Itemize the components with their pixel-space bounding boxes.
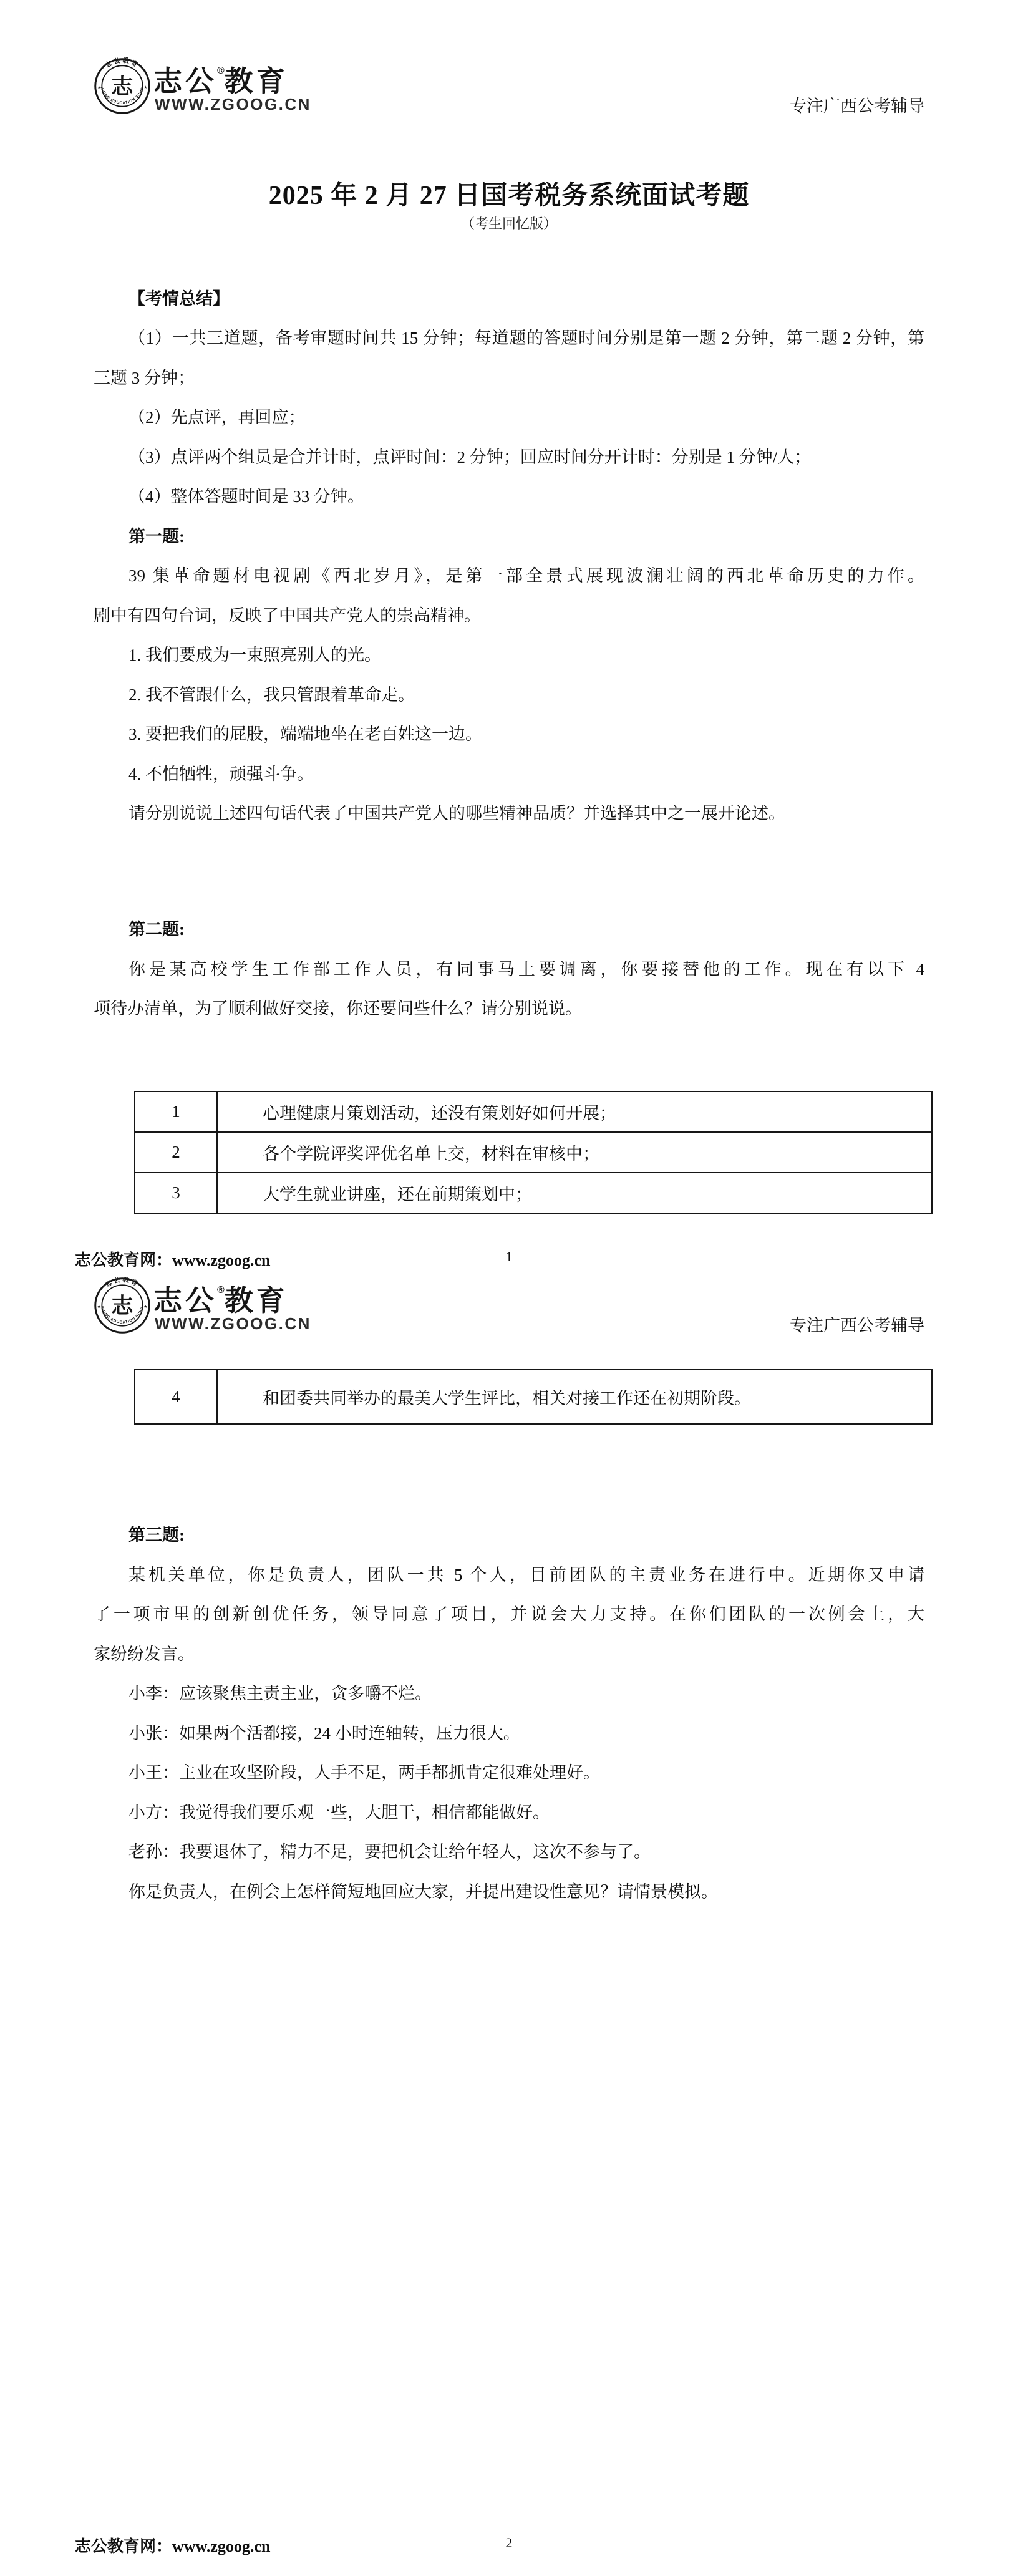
question1-heading: 第一题: — [128, 527, 185, 546]
question2-heading: 第二题: — [128, 920, 185, 939]
footer-site-link: 志公教育网：www.zgoog.cn — [75, 1251, 271, 1269]
brand-name — [153, 59, 288, 100]
page-number: 2 — [505, 2535, 513, 2550]
brand-website: WWW.ZGOOG.CN — [155, 1314, 311, 1333]
todo-table-page1 — [134, 1091, 933, 1214]
summary-line: 三题 3 分钟； — [94, 369, 195, 387]
page-subtitle: （考生回忆版） — [460, 216, 557, 231]
brand-seal-logo-icon — [94, 57, 151, 115]
summary-line: （3）点评两个组员是合并计时，点评时间：2 分钟；回应时间分开计时：分别是 1 分钟/人； — [128, 448, 812, 467]
question3-dialogue: 小张：如果两个活都接，24 小时连轴转，压力很大。 — [128, 1724, 520, 1743]
question3-dialogue: 小李：应该聚焦主责主业，贪多嚼不烂。 — [128, 1684, 432, 1703]
row-text-cell: 心理健康月策划活动，还没有策划好如何开展； — [263, 1104, 616, 1123]
brand-name — [153, 1278, 288, 1319]
registered-trademark-icon: ® — [217, 1285, 225, 1295]
question1-line: 39 集革命题材电视剧《西北岁月》，是第一部全景式展现波澜壮阔的西北革命历史的力作。 — [128, 566, 924, 585]
question1-task: 请分别说说上述四句话代表了中国共产党人的哪些精神品质？并选择其中之一展开论述。 — [128, 804, 785, 823]
todo-table-page2 — [134, 1369, 933, 1425]
question3-line: 了一项市里的创新创优任务，领导同意了项目，并说会大力支持。在你们团队的一次例会上，大 — [94, 1605, 924, 1624]
table-row — [135, 1092, 931, 1131]
question1-quote: 3. 要把我们的屁股，端端地坐在老百姓这一边。 — [128, 725, 482, 743]
table-row — [135, 1131, 931, 1172]
question3-dialogue: 小方：我觉得我们要乐观一些，大胆干，相信都能做好。 — [128, 1803, 550, 1822]
header-tagline: 专注广西公考辅导 — [790, 97, 924, 115]
question3-heading: 第三题: — [128, 1526, 185, 1544]
summary-line: （1）一共三道题，备考审题时间共 15 分钟；每道题的答题时间分别是第一题 2 分钟，第二题 2 分钟，第 — [128, 329, 924, 347]
question3-dialogue: 小王：主业在攻坚阶段，人手不足，两手都抓肯定很难处理好。 — [128, 1763, 600, 1782]
page-number: 1 — [505, 1249, 513, 1264]
question1-line: 剧中有四句台词，反映了中国共产党人的崇高精神。 — [94, 606, 481, 625]
question3-line: 某机关单位，你是负责人，团队一共 5 个人，目前团队的主责业务在进行中。近期你又申请 — [128, 1566, 924, 1584]
table-row — [135, 1172, 931, 1213]
question1-quote: 4. 不怕牺牲，顽强斗争。 — [128, 765, 314, 783]
brand-website: WWW.ZGOOG.CN — [155, 95, 311, 114]
brand-name-left: 志公 — [153, 1284, 217, 1317]
question1-quote: 1. 我们要成为一束照亮别人的光。 — [128, 646, 381, 664]
registered-trademark-icon: ® — [217, 65, 225, 76]
page-title: 2025 年 2 月 27 日国考税务系统面试考题 — [268, 182, 750, 210]
brand-name-right: 教育 — [224, 1284, 288, 1317]
footer-site-link: 志公教育网：www.zgoog.cn — [75, 2537, 271, 2555]
row-text-cell: 大学生就业讲座，还在前期策划中； — [263, 1185, 532, 1204]
summary-heading: 【考情总结】 — [128, 289, 230, 308]
brand-name-right: 教育 — [224, 65, 288, 97]
row-number-cell: 4 — [135, 1370, 218, 1423]
brand-seal-logo-icon — [94, 1277, 151, 1334]
row-number-cell: 3 — [135, 1173, 218, 1213]
question1-quote: 2. 我不管跟什么，我只管跟着革命走。 — [128, 685, 415, 704]
question2-line: 项待办清单，为了顺利做好交接，你还要问些什么？请分别说说。 — [94, 999, 582, 1018]
row-text-cell: 和团委共同举办的最美大学生评比，相关对接工作还在初期阶段。 — [263, 1389, 751, 1408]
row-number-cell: 2 — [135, 1133, 218, 1172]
summary-line: （2）先点评，再回应； — [128, 408, 306, 427]
question3-task: 你是负责人，在例会上怎样简短地回应大家，并提出建设性意见？请情景模拟。 — [128, 1882, 718, 1901]
table-row — [135, 1370, 931, 1423]
summary-line: （4）整体答题时间是 33 分钟。 — [128, 487, 364, 506]
question3-line: 家纷纷发言。 — [94, 1645, 195, 1663]
question3-dialogue: 老孙：我要退休了，精力不足，要把机会让给年轻人，这次不参与了。 — [128, 1842, 651, 1861]
question2-line: 你是某高校学生工作部工作人员，有同事马上要调离，你要接替他的工作。现在有以下 4 — [128, 960, 924, 979]
row-number-cell: 1 — [135, 1092, 218, 1131]
brand-name-left: 志公 — [153, 65, 217, 97]
header-tagline: 专注广西公考辅导 — [790, 1316, 924, 1335]
row-text-cell: 各个学院评奖评优名单上交，材料在审核中； — [263, 1145, 599, 1163]
